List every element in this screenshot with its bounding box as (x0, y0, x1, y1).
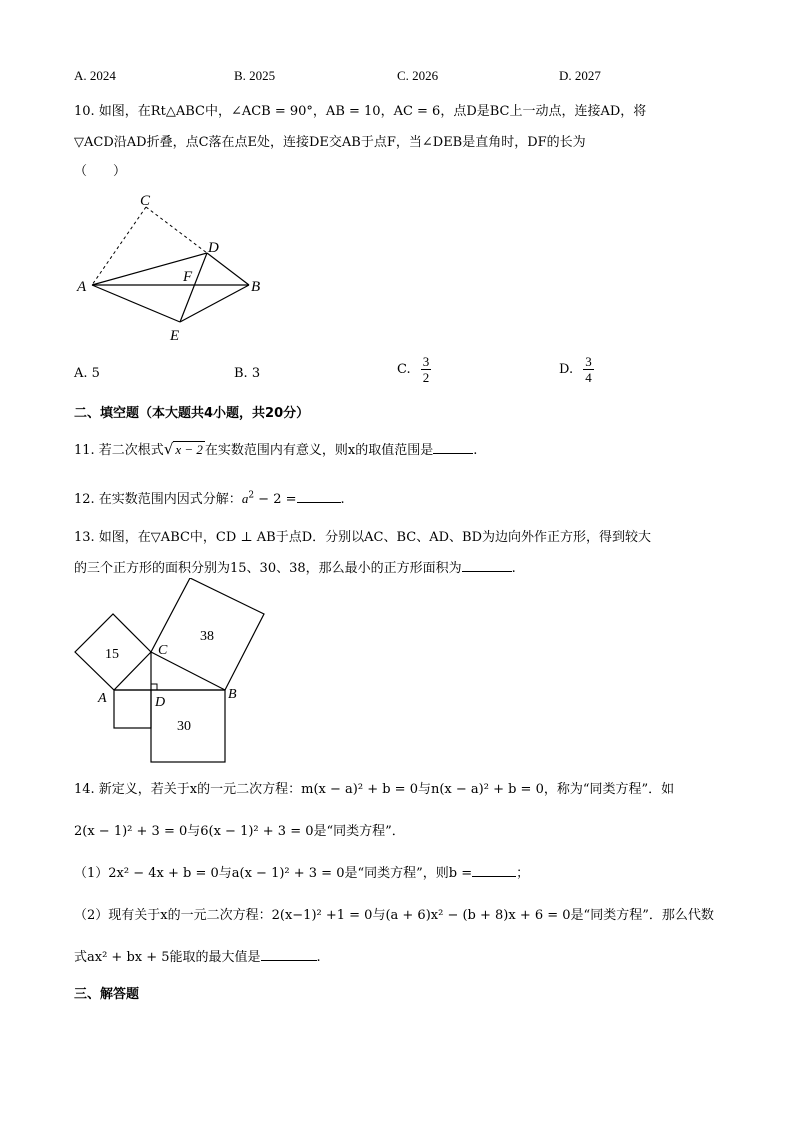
q9-option-a: A. 2024 (74, 68, 116, 83)
label-a: A (98, 691, 107, 706)
q9-option-b: B. 2025 (234, 68, 276, 83)
section3-title: 三、解答题 (74, 987, 140, 1002)
q13-stem-line2: 的三个正方形的面积分别为15、30、38，那么最小的正方形面积为 . (74, 561, 516, 576)
q10-option-c: C. $\frac{3}{2}$ (397, 354, 430, 385)
answer-blank (433, 453, 473, 454)
label-b: B (251, 279, 261, 295)
fraction-three-halves: $\frac{3}{2}$ (422, 354, 430, 385)
section2-title: 二、填空题（本大题共4小题，共20分） (74, 406, 310, 421)
answer-blank (261, 960, 317, 961)
area-label-15: 15 (105, 647, 119, 662)
segment-eb (180, 285, 249, 322)
label-d: D (155, 695, 166, 710)
segment-ac-dashed (92, 207, 146, 285)
q9-option-c: C. 2026 (397, 68, 439, 83)
q14-part2-line2: 式ax² + bx + 5能取的最大值是 . (74, 950, 321, 965)
q14-part1: （1）2x² − 4x + b = 0与a(x − 1)² + 3 = 0是“同类方程”，则b = ； (74, 866, 530, 881)
area-label-38: 38 (200, 629, 214, 644)
q14-stem-line2: 2(x − 1)² + 3 = 0与6(x − 1)² + 3 = 0是“同类方程”． (74, 824, 405, 839)
segment-cd-dashed (146, 207, 207, 253)
q11-stem: 11. 若二次根式√ x − 2 在实数范围内有意义，则x的取值范围是 . (74, 440, 478, 458)
label-f: F (183, 269, 193, 285)
label-c: C (158, 643, 168, 658)
q10-option-b: B. 3 (234, 366, 261, 381)
q10-option-d: D. $\frac{3}{4}$ (559, 354, 592, 385)
q14-part2-line1: （2）现有关于x的一元二次方程：2(x−1)² +1 = 0与(a + 6)x² − (b + 8)x + 6 = 0是“同类方程”．那么代数 (74, 908, 714, 923)
q10-stem-line2: ▽ACD沿AD折叠，点C落在点E处，连接DE交AB于点F，当∠DEB是直角时，DF的长为 (74, 135, 586, 150)
answer-blank (472, 876, 516, 877)
segment-db (207, 253, 249, 285)
label-b: B (228, 687, 237, 702)
square-on-ad (114, 690, 151, 728)
answer-blank (297, 502, 341, 503)
segment-de (180, 253, 207, 322)
radical-sign: √ (163, 440, 174, 458)
q9-option-d: D. 2027 (559, 68, 601, 83)
radicand: x − 2 (175, 442, 203, 457)
answer-blank (462, 571, 512, 572)
area-label-30: 30 (177, 719, 191, 734)
q10-answer-bracket: （ ） (74, 164, 127, 179)
label-c: C (140, 193, 151, 209)
q10-stem-line1: 10. 如图，在Rt△ABC中，∠ACB = 90°，AB = 10，AC = 6，点D是BC上一动点，连接AD，将 (74, 104, 647, 119)
q12-stem: 12. 在实数范围内因式分解：$a^2 - 2$ = . (74, 490, 345, 507)
label-e: E (170, 328, 180, 344)
q13-stem-line1: 13. 如图，在▽ABC中，CD ⊥ AB于点D．分别以AC、BC、AD、BD为边向外作正方形，得到较大 (74, 530, 652, 545)
q10-figure (70, 188, 280, 350)
segment-ae (92, 285, 180, 322)
fraction-three-quarters: $\frac{3}{4}$ (585, 354, 592, 385)
label-d: D (208, 240, 219, 256)
right-angle-mark (151, 684, 157, 690)
q13-figure (70, 578, 270, 768)
label-a: A (77, 279, 87, 295)
q14-stem-line1: 14. 新定义，若关于x的一元二次方程：m(x − a)² + b = 0与n(x − a)² + b = 0，称为“同类方程”．如 (74, 782, 675, 797)
q10-option-a: A. 5 (74, 366, 100, 381)
